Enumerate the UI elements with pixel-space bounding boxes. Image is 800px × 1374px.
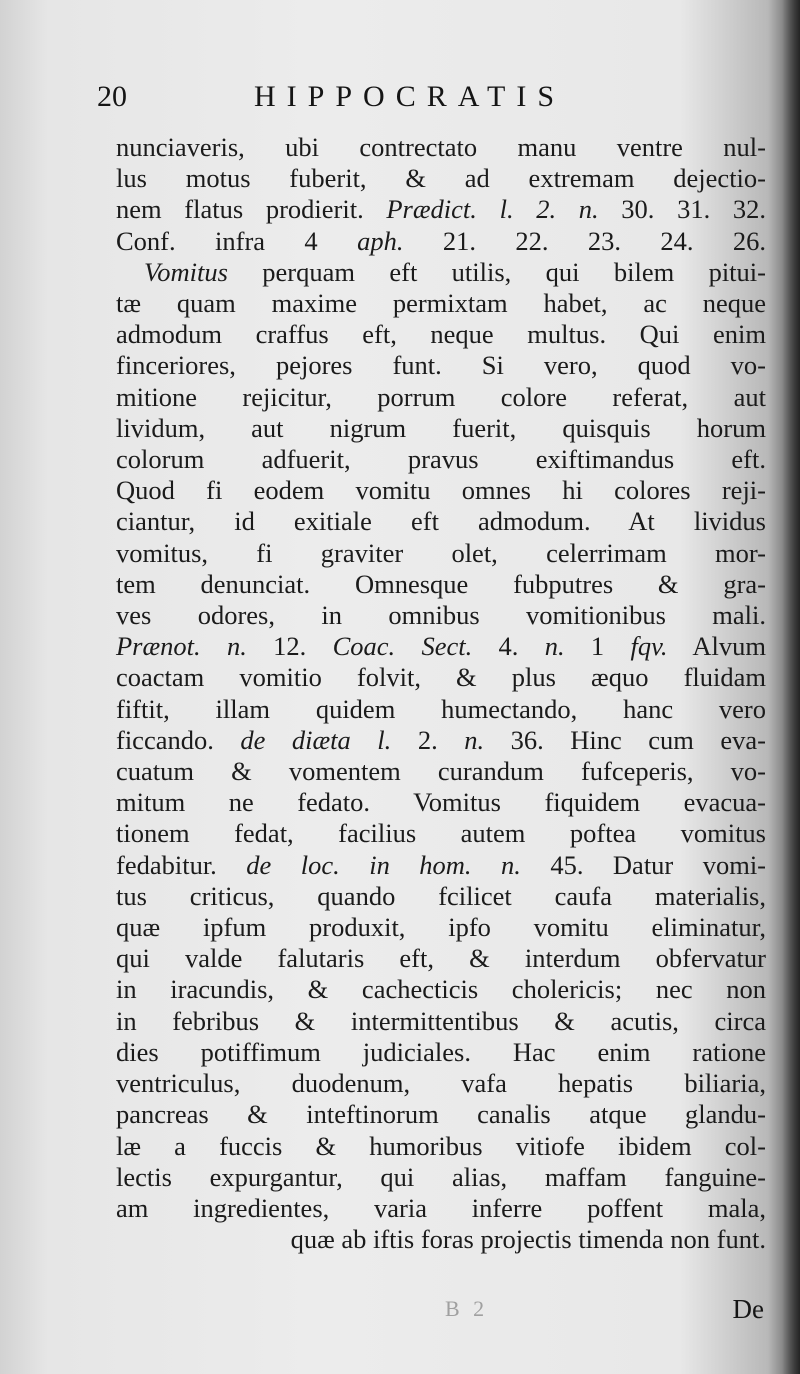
italic-reference: aph. xyxy=(357,225,404,256)
text-run: finceriores, pejores funt. Si vero, quod vo- xyxy=(116,350,766,381)
text-run: 21. 22. 23. 24. 26. xyxy=(403,225,766,256)
text-run: 4. xyxy=(472,631,545,662)
text-line xyxy=(116,600,766,631)
text-run: pancreas & inteftinorum canalis atque glandu- xyxy=(116,1099,766,1130)
text-run: coactam vomitio folvit, & plus æquo fluidam xyxy=(116,662,766,693)
text-run: cuatum & vomentem curandum fufceperis, vo- xyxy=(116,756,766,787)
text-line xyxy=(116,350,766,381)
catchword: De xyxy=(732,1294,764,1324)
text-line xyxy=(116,1131,766,1162)
text-line xyxy=(116,850,766,881)
text-line xyxy=(116,1224,766,1255)
text-run: nunciaveris, ubi contrectato manu ventre nul- xyxy=(116,132,766,162)
text-run: Alvum xyxy=(667,631,767,662)
text-run: Conf. infra 4 xyxy=(116,225,358,256)
text-line xyxy=(116,506,766,537)
text-run: lectis expurgantur, qui alias, maffam fanguine- xyxy=(116,1161,766,1192)
text-run: vomitus, fi graviter olet, celerrimam mor- xyxy=(116,537,766,568)
text-run: 30. 31. 32. xyxy=(598,194,767,225)
text-line xyxy=(116,881,766,912)
italic-reference: de diæta l. xyxy=(240,724,392,755)
text-line xyxy=(116,1099,766,1130)
text-run: ventriculus, duodenum, vafa hepatis biliaria, xyxy=(116,1068,766,1099)
page-header xyxy=(97,80,697,120)
text-line xyxy=(116,943,766,974)
italic-reference: Prænot. n. xyxy=(116,631,247,662)
text-run: tionem fedat, facilius autem poftea vomitus xyxy=(116,818,766,849)
text-run: tus criticus, quando fcilicet caufa materialis, xyxy=(116,880,766,911)
running-title: HIPPOCRATIS xyxy=(254,80,566,113)
text-line xyxy=(116,288,766,319)
text-line xyxy=(116,444,766,475)
text-run: qui valde falutaris eft, & interdum obfervatur xyxy=(116,943,766,974)
text-run: Quod fi eodem vomitu omnes hi colores reji- xyxy=(116,475,766,506)
italic-reference: de loc. in hom. n. xyxy=(246,849,521,880)
text-run: admodum craffus eft, neque multus. Qui enim xyxy=(116,319,766,350)
page-number: 20 xyxy=(97,80,127,113)
text-run: 2. xyxy=(391,724,465,755)
text-line xyxy=(116,163,766,194)
text-line xyxy=(116,787,766,818)
text-run: mitione rejicitur, porrum colore referat, aut xyxy=(116,381,766,412)
text-run: perquam eft utilis, qui bilem pitui- xyxy=(227,256,766,287)
text-line xyxy=(116,1068,766,1099)
text-line xyxy=(116,756,766,787)
text-run: ciantur, id exitiale eft admodum. At lividus xyxy=(116,506,766,537)
text-line xyxy=(116,974,766,1005)
text-run: læ a fuccis & humoribus vitiofe ibidem col- xyxy=(116,1130,766,1161)
text-run: tæ quam maxime permixtam habet, ac neque xyxy=(116,288,766,319)
text-line xyxy=(116,413,766,444)
text-line xyxy=(116,1006,766,1037)
text-run: in iracundis, & cachecticis cholericis; nec non xyxy=(116,974,766,1005)
text-run: ficcando. xyxy=(116,724,241,755)
italic-reference: fqv. xyxy=(630,631,668,662)
text-line xyxy=(116,818,766,849)
text-run: fiftit, illam quidem humectando, hanc vero xyxy=(116,693,766,724)
text-line xyxy=(116,631,766,662)
italic-reference: n. xyxy=(464,724,485,755)
text-run: 12. xyxy=(246,631,333,662)
text-run: quæ ab iftis foras projectis timenda non funt. xyxy=(290,1224,766,1255)
text-line xyxy=(116,1193,766,1224)
text-run: lividum, aut nigrum fuerit, quisquis horum xyxy=(116,412,766,443)
text-line xyxy=(116,1037,766,1068)
text-line xyxy=(116,912,766,943)
text-line xyxy=(116,226,766,257)
signature-mark: B 2 xyxy=(445,1296,489,1321)
text-run: dies potiffimum judiciales. Hac enim ratione xyxy=(116,1036,766,1067)
text-run: nem flatus prodierit. xyxy=(116,194,387,225)
text-line xyxy=(116,194,766,225)
text-run: in febribus & intermittentibus & acutis, circa xyxy=(116,1005,766,1036)
text-run: quæ ipfum produxit, ipfo vomitu eliminatur, xyxy=(116,912,766,943)
text-run: am ingredientes, varia inferre poffent mala, xyxy=(116,1192,766,1223)
text-run: 1 xyxy=(564,631,631,662)
italic-reference: n. xyxy=(544,631,565,662)
text-run: colorum adfuerit, pravus exiftimandus eft. xyxy=(116,444,766,475)
text-run: lus motus fuberit, & ad extremam dejectio- xyxy=(116,163,766,194)
text-run: tem denunciat. Omnesque fubputres & gra- xyxy=(116,568,766,599)
italic-reference: Prædict. l. 2. n. xyxy=(386,194,599,225)
text-line xyxy=(116,569,766,600)
text-line xyxy=(116,1162,766,1193)
italic-reference: Coac. Sect. xyxy=(332,631,473,662)
text-line xyxy=(116,257,766,288)
text-run: 36. Hinc cum eva- xyxy=(484,724,767,755)
text-run: fedabitur. xyxy=(116,849,247,880)
italic-reference: Vomitus xyxy=(144,256,228,287)
text-line xyxy=(116,319,766,350)
body-text xyxy=(116,132,766,1255)
text-run: 45. Datur vomi- xyxy=(520,849,767,880)
text-run: mitum ne fedato. Vomitus fiquidem evacua- xyxy=(116,787,766,818)
text-line xyxy=(116,725,766,756)
text-line xyxy=(116,662,766,693)
text-line xyxy=(116,538,766,569)
text-line xyxy=(116,694,766,725)
text-line xyxy=(116,382,766,413)
text-line xyxy=(116,475,766,506)
text-run: ves odores, in omnibus vomitionibus mali. xyxy=(116,600,766,631)
text-line xyxy=(116,132,766,163)
